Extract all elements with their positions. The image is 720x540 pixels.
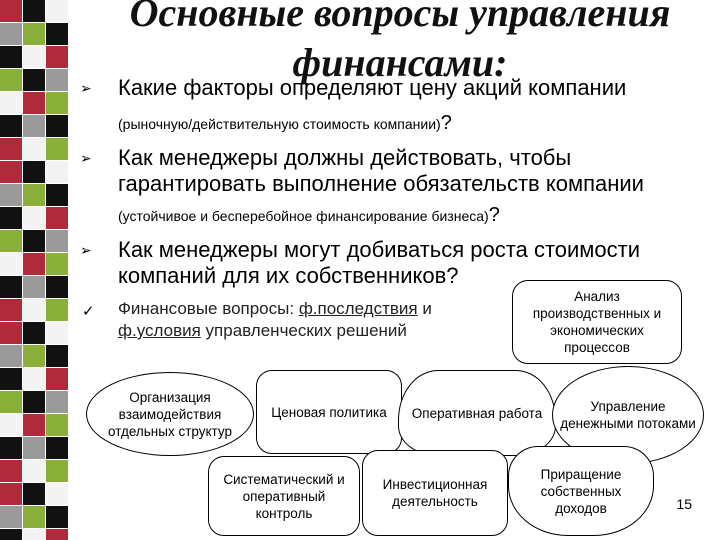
box-cashflow: Управление денежными потоками: [552, 366, 704, 464]
stripe-square: [23, 414, 45, 436]
stripe-square: [23, 138, 45, 160]
stripe-square: [0, 161, 22, 183]
stripe-square: [23, 230, 45, 252]
stripe-square: [46, 69, 68, 91]
bullet-1-text: Какие факторы определяют цену акций компании: [118, 75, 627, 100]
bullet-2-line-2: гарантировать выполнение обязательств компании: [118, 171, 644, 196]
stripe-square: [23, 368, 45, 390]
stripe-square: [23, 460, 45, 482]
stripe-square: [23, 483, 45, 505]
stripe-square: [23, 391, 45, 413]
stripe-square: [0, 391, 22, 413]
box-investment: Инвестиционная деятельность: [362, 450, 508, 536]
decorative-stripe: [0, 0, 70, 540]
stripe-square: [0, 506, 22, 528]
stripe-square: [46, 230, 68, 252]
stripe-square: [0, 276, 22, 298]
stripe-square: [46, 138, 68, 160]
link-consequences[interactable]: ф.последствия: [298, 299, 418, 318]
stripe-square: [0, 345, 22, 367]
stripe-square: [0, 322, 22, 344]
stripe-square: [46, 391, 68, 413]
stripe-square: [23, 322, 45, 344]
stripe-square: [23, 161, 45, 183]
stripe-square: [23, 207, 45, 229]
stripe-square: [23, 299, 45, 321]
stripe-square: [0, 115, 22, 137]
stripe-square: [0, 46, 22, 68]
stripe-square: [46, 46, 68, 68]
page-number: 15: [676, 496, 692, 512]
title-line-2: финансами:: [292, 40, 508, 85]
stripe-square: [23, 184, 45, 206]
stripe-square: [23, 276, 45, 298]
bullet-3-line-2: компаний для их собственников?: [118, 263, 459, 288]
stripe-square: [0, 0, 22, 22]
bullet-2-note: (устойчивое и бесперебойное финансирование бизнеса)?: [118, 204, 500, 226]
stripe-square: [46, 345, 68, 367]
bullet-2-line-1: Как менеджеры должны действовать, чтобы: [118, 145, 572, 170]
stripe-square: [23, 23, 45, 45]
stripe-square: [46, 115, 68, 137]
stripe-square: [46, 23, 68, 45]
stripe-square: [0, 138, 22, 160]
stripe-square: [46, 460, 68, 482]
stripe-square: [0, 414, 22, 436]
stripe-square: [46, 253, 68, 275]
stripe-square: [0, 437, 22, 459]
stripe-square: [46, 414, 68, 436]
stripe-square: [0, 207, 22, 229]
stripe-square: [46, 299, 68, 321]
stripe-square: [46, 322, 68, 344]
stripe-square: [46, 506, 68, 528]
box-control: Систематический и оперативный контроль: [208, 456, 360, 536]
stripe-square: [46, 368, 68, 390]
stripe-square: [46, 437, 68, 459]
stripe-square: [0, 92, 22, 114]
box-income: Приращение собственных доходов: [508, 446, 654, 536]
stripe-square: [23, 46, 45, 68]
arrow-bullet-icon: ➢: [80, 150, 92, 166]
check-bullet-text: Финансовые вопросы: ф.последствия и ф.условия управленческих решений: [118, 299, 432, 340]
stripe-square: [0, 483, 22, 505]
box-pricing: Ценовая политика: [256, 370, 402, 454]
stripe-square: [23, 437, 45, 459]
stripe-square: [0, 23, 22, 45]
box-analysis: Анализ производственных и экономических процессов: [512, 280, 682, 364]
bullet-1-note: (рыночную/действительную стоимость компании)?: [118, 112, 452, 134]
stripe-square: [23, 92, 45, 114]
stripe-square: [0, 368, 22, 390]
stripe-square: [23, 253, 45, 275]
box-operational: Оперативная работа: [398, 370, 556, 456]
stripe-square: [0, 299, 22, 321]
stripe-square: [46, 207, 68, 229]
checkmark-icon: ✓: [82, 303, 95, 320]
stripe-square: [46, 161, 68, 183]
stripe-square: [0, 69, 22, 91]
stripe-square: [23, 115, 45, 137]
link-conditions[interactable]: ф.условия: [118, 321, 201, 340]
stripe-square: [46, 529, 68, 540]
stripe-square: [23, 0, 45, 22]
stripe-square: [23, 345, 45, 367]
arrow-bullet-icon: ➢: [80, 80, 92, 96]
box-organization: Организация взаимодействия отдельных структур: [86, 372, 254, 456]
stripe-square: [0, 253, 22, 275]
stripe-square: [23, 529, 45, 540]
bullet-3-line-1: Как менеджеры могут добиваться роста стоимости: [118, 237, 641, 262]
stripe-square: [46, 0, 68, 22]
stripe-square: [0, 230, 22, 252]
stripe-square: [46, 483, 68, 505]
stripe-square: [23, 69, 45, 91]
stripe-square: [46, 276, 68, 298]
stripe-square: [46, 184, 68, 206]
title-line-1: Основные вопросы управления: [129, 0, 671, 35]
stripe-square: [0, 529, 22, 540]
stripe-square: [46, 92, 68, 114]
stripe-square: [0, 184, 22, 206]
stripe-square: [23, 506, 45, 528]
stripe-square: [0, 460, 22, 482]
arrow-bullet-icon: ➢: [80, 242, 92, 258]
